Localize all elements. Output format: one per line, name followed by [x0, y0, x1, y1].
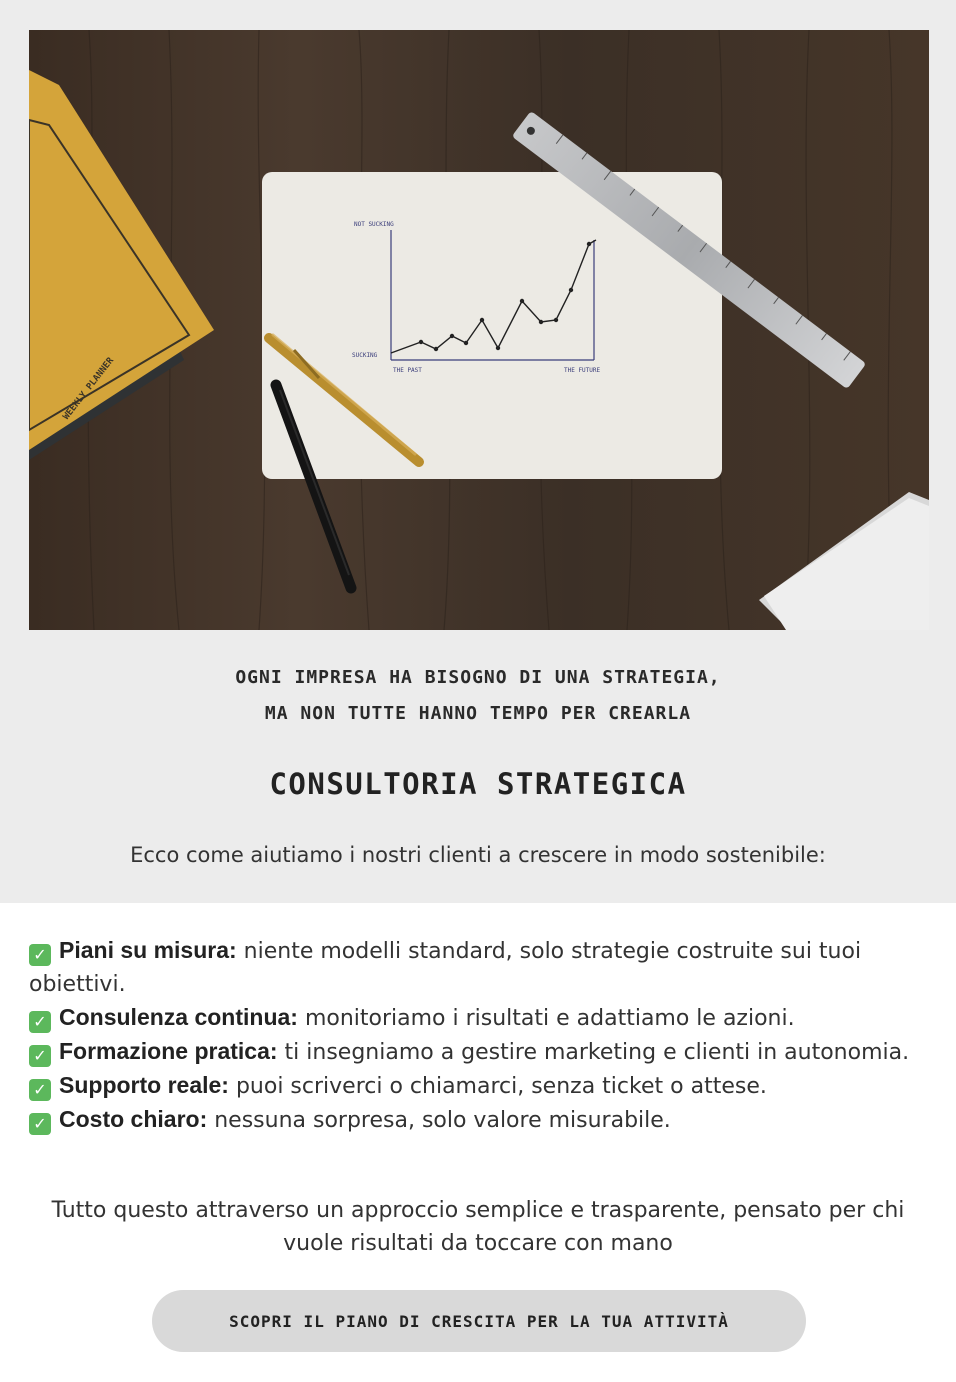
feature-label: Formazione pratica: — [59, 1038, 278, 1064]
page-title: CONSULTORIA STRATEGICA — [269, 767, 687, 801]
closing-text: Tutto questo attraverso un approccio semplice e trasparente, pensato per chi vuole risultati da toccare con mano — [51, 1198, 905, 1256]
list-item — [29, 1035, 929, 1069]
chart-label-past: THE PAST — [393, 367, 422, 374]
feature-label: Consulenza continua: — [59, 1004, 298, 1030]
hero-illustration — [29, 30, 929, 630]
feature-label: Supporto reale: — [59, 1072, 229, 1098]
feature-text: nessuna sorpresa, solo valore misurabile. — [207, 1108, 671, 1133]
feature-text: ti insegniamo a gestire marketing e clienti in autonomia. — [277, 1040, 910, 1065]
kicker-line-2: MA NON TUTTE HANNO TEMPO PER CREARLA — [264, 703, 692, 724]
feature-label: Costo chiaro: — [59, 1106, 208, 1132]
chart-label-future: THE FUTURE — [564, 367, 601, 374]
feature-label: Piani su misura: — [59, 937, 237, 963]
hero-image — [29, 30, 929, 630]
chart-label-top: NOT SUCKING — [354, 221, 394, 228]
list-item — [29, 1069, 929, 1103]
check-icon: ✓ — [29, 944, 51, 966]
check-icon: ✓ — [29, 1045, 51, 1067]
list-item — [29, 1001, 929, 1035]
feature-text: niente modelli standard, solo strategie costruite sui tuoi obiettivi. — [29, 939, 862, 997]
check-icon: ✓ — [29, 1113, 51, 1135]
check-icon: ✓ — [29, 1079, 51, 1101]
list-item — [29, 1103, 929, 1137]
chart-label-bottom: SUCKING — [352, 352, 378, 359]
intro-text: Ecco come aiutiamo i nostri clienti a crescere in modo sostenibile: — [130, 843, 826, 867]
check-icon: ✓ — [29, 1011, 51, 1033]
kicker-line-1: OGNI IMPRESA HA BISOGNO DI UNA STRATEGIA, — [235, 667, 721, 688]
cta-button[interactable]: SCOPRI IL PIANO DI CRESCITA PER LA TUA ATTIVITÀ — [152, 1290, 806, 1352]
feature-text: monitoriamo i risultati e adattiamo le azioni. — [297, 1006, 795, 1031]
list-item — [29, 934, 929, 1001]
planner-label: WEEKLY PLANNER — [61, 355, 117, 422]
feature-text: puoi scriverci o chiamarci, senza ticket o attese. — [228, 1074, 767, 1099]
feature-list — [29, 934, 929, 1137]
